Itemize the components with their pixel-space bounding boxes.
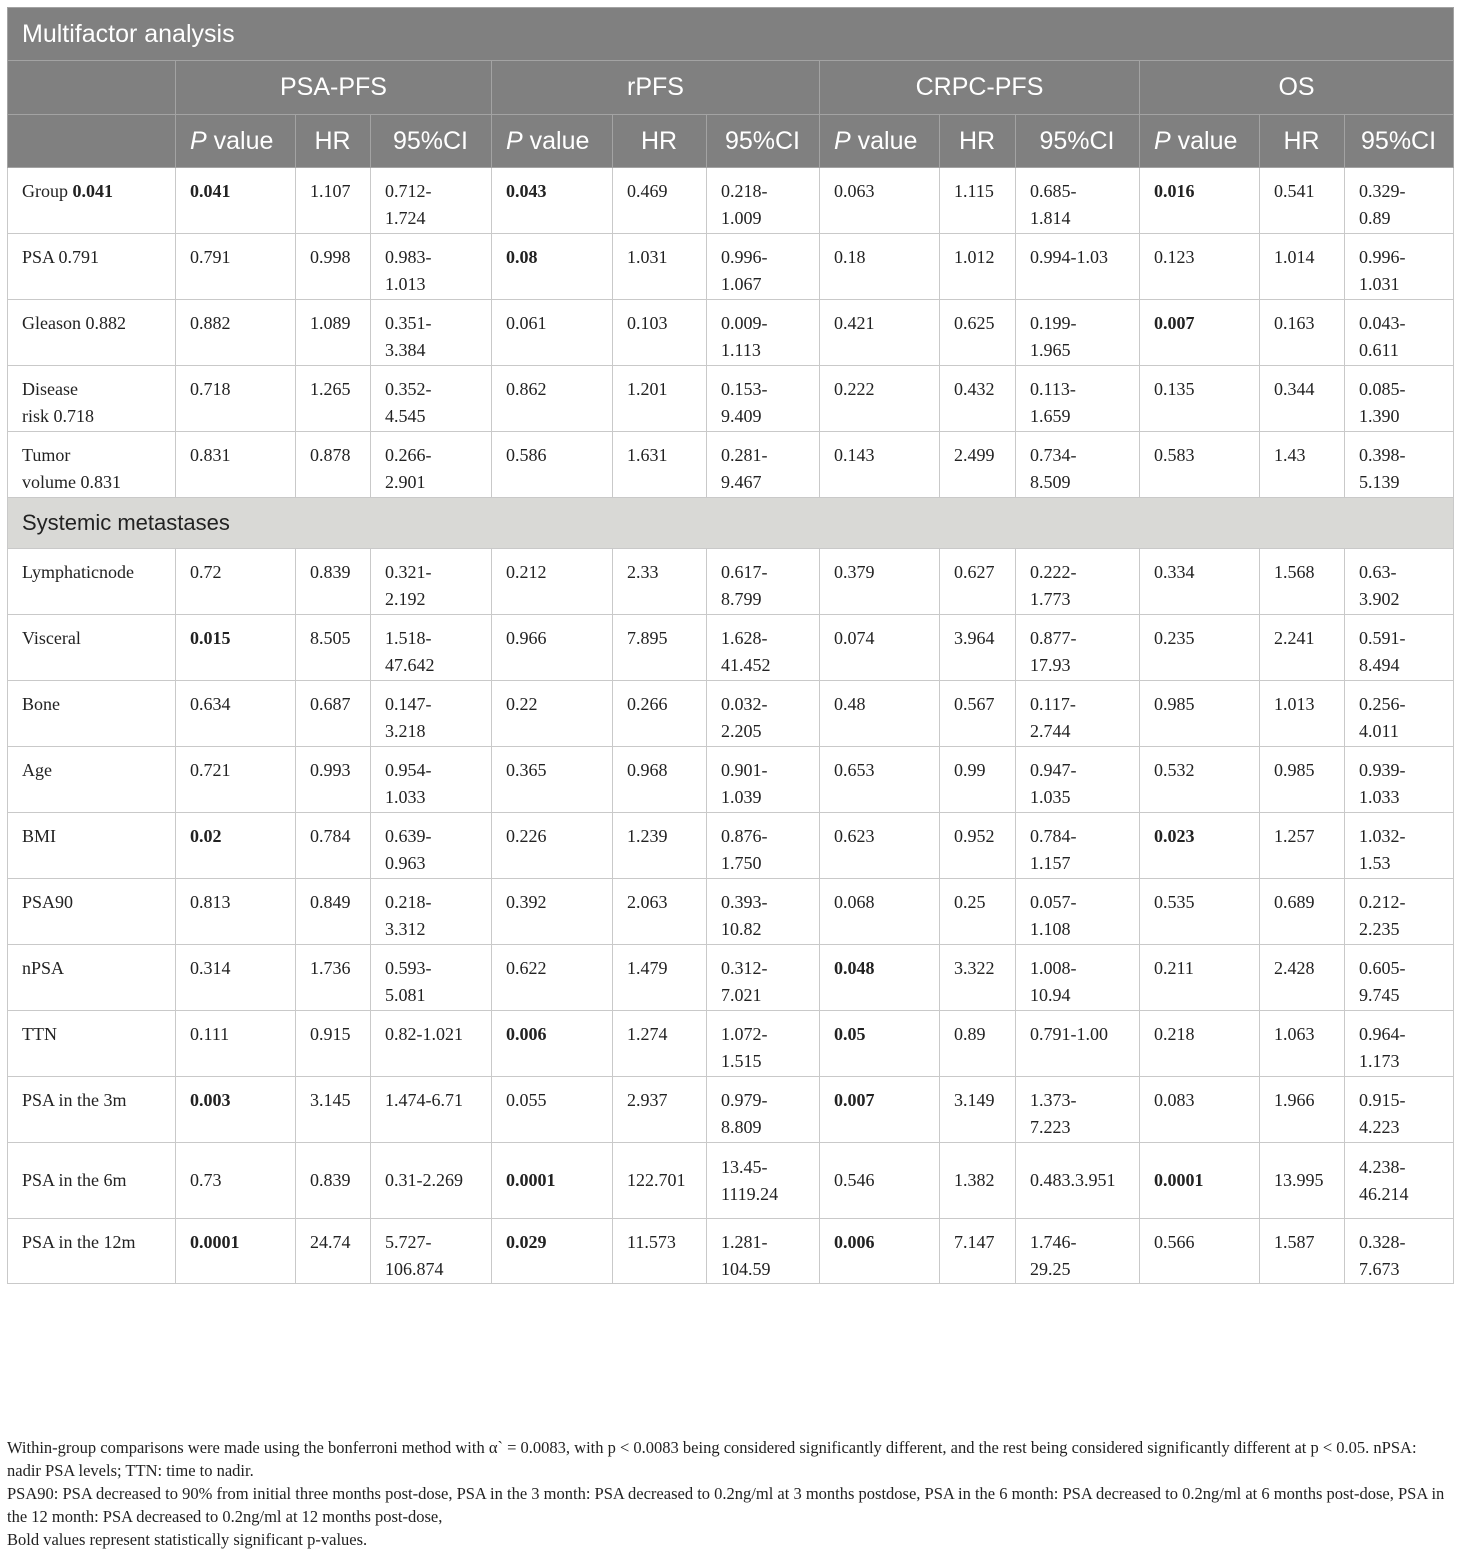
table-cell: 1.518- 47.642 [371,615,492,681]
table-cell: 8.505 [296,615,371,681]
subheader-p-italic: P [834,126,851,155]
table-cell: 0.212 [492,549,613,615]
row-label [8,879,176,945]
table-container [7,7,1453,1284]
table-cell: 0.791-1.00 [1016,1011,1140,1077]
table-cell: 0.113- 1.659 [1016,366,1140,432]
table-row [8,681,1454,747]
group-header-crpc-pfs: CRPC-PFS [820,61,1140,115]
table-cell: 0.015 [176,615,296,681]
table-cell: 0.0001 [176,1219,296,1284]
row-label-text: PSA in the 12m [22,1232,136,1252]
table-cell: 0.591- 8.494 [1345,615,1454,681]
table-cell: 0.18 [820,234,940,300]
subheader-p-italic: P [506,126,523,155]
table-cell: 0.153- 9.409 [707,366,820,432]
table-cell: 1.568 [1260,549,1345,615]
table-cell: 1.072- 1.515 [707,1011,820,1077]
table-cell: 0.083 [1140,1077,1260,1143]
row-label [8,1143,176,1219]
row-label [8,1077,176,1143]
row-label [8,945,176,1011]
subheader-p-value [1140,115,1260,168]
table-cell: 0.421 [820,300,940,366]
table-cell: 3.149 [940,1077,1016,1143]
row-label-text: PSA 0.791 [22,247,100,267]
table-cell: 0.352- 4.545 [371,366,492,432]
row-label-text: Gleason 0.882 [22,313,126,333]
row-label-text: Lymphaticnode [22,562,134,582]
table-cell: 0.566 [1140,1219,1260,1284]
row-label [8,615,176,681]
table-cell: 0.882 [176,300,296,366]
table-cell: 0.074 [820,615,940,681]
table-cell: 0.784- 1.157 [1016,813,1140,879]
footnote-1: Within-group comparisons were made using the bonferroni method with α` = 0.0083, with p < 0.0083 being considered significantly different, and the rest being considered significantly different at p < 0.05. nPSA: nadir PSA levels; TTN: time to nadir. [7,1438,1417,1480]
row-label [8,681,176,747]
table-cell: 0.687 [296,681,371,747]
table-cell: 0.998 [296,234,371,300]
table-cell: 0.593- 5.081 [371,945,492,1011]
row-label [8,234,176,300]
row-label [8,747,176,813]
table-cell: 0.143 [820,432,940,498]
table-cell: 0.365 [492,747,613,813]
row-label-text: Tumor volume 0.831 [22,445,121,492]
table-cell: 0.432 [940,366,1016,432]
table-cell: 0.321- 2.192 [371,549,492,615]
table-cell: 0.89 [940,1011,1016,1077]
table-cell: 0.147- 3.218 [371,681,492,747]
table-cell: 0.199- 1.965 [1016,300,1140,366]
table-cell: 11.573 [613,1219,707,1284]
table-cell: 2.063 [613,879,707,945]
table-cell: 0.135 [1140,366,1260,432]
row-label-text: nPSA [22,958,65,978]
subheader-95ci: 95%CI [707,115,820,168]
table-cell: 0.623 [820,813,940,879]
table-cell: 0.901- 1.039 [707,747,820,813]
table-cell: 0.055 [492,1077,613,1143]
table-cell: 0.043- 0.611 [1345,300,1454,366]
row-label [8,1219,176,1284]
table-row [8,1143,1454,1219]
table-cell: 2.499 [940,432,1016,498]
row-label-text: PSA90 [22,892,74,912]
table-cell: 0.344 [1260,366,1345,432]
subheader-blank [8,115,176,168]
table-cell: 0.212- 2.235 [1345,879,1454,945]
table-footnotes [7,1436,1453,1551]
table-cell: 0.111 [176,1011,296,1077]
table-row [8,813,1454,879]
table-cell: 1.479 [613,945,707,1011]
subheader-95ci: 95%CI [1345,115,1454,168]
footnote-2: PSA90: PSA decreased to 90% from initial three months post-dose, PSA in the 3 month: PSA decreased to 0.2ng/ml at 3 months postdose, PSA in the 6 month: PSA decreased to 0.2ng/ml at 6 months post-dose, PSA in the 12 month: PSA decreased to 0.2ng/ml at 12 months post-dose, [7,1484,1445,1526]
table-cell: 0.964- 1.173 [1345,1011,1454,1077]
table-cell: 1.008- 10.94 [1016,945,1140,1011]
row-label-text: Bone [22,694,60,714]
multifactor-table [7,7,1454,1284]
table-cell: 0.546 [820,1143,940,1219]
table-cell: 0.006 [492,1011,613,1077]
table-cell: 4.238- 46.214 [1345,1143,1454,1219]
table-cell: 5.727- 106.874 [371,1219,492,1284]
table-cell: 0.334 [1140,549,1260,615]
table-cell: 0.685- 1.814 [1016,168,1140,234]
table-cell: 0.314 [176,945,296,1011]
table-cell: 0.952 [940,813,1016,879]
table-cell: 1.115 [940,168,1016,234]
table-cell: 0.99 [940,747,1016,813]
table-cell: 0.915- 4.223 [1345,1077,1454,1143]
subheader-95ci: 95%CI [1016,115,1140,168]
table-cell: 0.586 [492,432,613,498]
table-row [8,432,1454,498]
table-row [8,879,1454,945]
subheader-p-italic: P [1154,126,1171,155]
table-cell: 0.532 [1140,747,1260,813]
table-cell: 0.117- 2.744 [1016,681,1140,747]
table-cell: 0.939- 1.033 [1345,747,1454,813]
table-cell: 1.107 [296,168,371,234]
table-cell: 0.222 [820,366,940,432]
table-cell: 0.878 [296,432,371,498]
table-cell: 0.007 [1140,300,1260,366]
table-cell: 0.622 [492,945,613,1011]
row-label-text: Visceral [22,628,81,648]
subheader-p-rest: value [850,126,918,155]
row-label [8,813,176,879]
subheader-hr: HR [296,115,371,168]
table-cell: 0.08 [492,234,613,300]
table-cell: 1.746- 29.25 [1016,1219,1140,1284]
table-cell: 1.014 [1260,234,1345,300]
table-cell: 0.007 [820,1077,940,1143]
table-cell: 0.634 [176,681,296,747]
table-cell: 0.266 [613,681,707,747]
header-blank [8,61,176,115]
row-label-text: PSA in the 6m [22,1170,127,1190]
table-cell: 1.474-6.71 [371,1077,492,1143]
table-cell: 0.617- 8.799 [707,549,820,615]
table-row [8,168,1454,234]
table-cell: 0.985 [1140,681,1260,747]
table-cell: 0.72 [176,549,296,615]
footnote-3: Bold values represent statistically significant p-values. [7,1530,368,1549]
table-cell: 13.45- 1119.24 [707,1143,820,1219]
table-cell: 0.218- 1.009 [707,168,820,234]
table-cell: 1.628- 41.452 [707,615,820,681]
table-cell: 1.265 [296,366,371,432]
table-cell: 1.966 [1260,1077,1345,1143]
table-cell: 0.813 [176,879,296,945]
table-cell: 0.22 [492,681,613,747]
table-cell: 0.625 [940,300,1016,366]
table-cell: 122.701 [613,1143,707,1219]
table-row [8,234,1454,300]
row-label [8,168,176,234]
table-cell: 0.328- 7.673 [1345,1219,1454,1284]
table-cell: 0.398- 5.139 [1345,432,1454,498]
table-row [8,615,1454,681]
table-cell: 24.74 [296,1219,371,1284]
table-cell: 0.02 [176,813,296,879]
table-cell: 0.535 [1140,879,1260,945]
table-cell: 2.428 [1260,945,1345,1011]
table-cell: 0.266- 2.901 [371,432,492,498]
table-cell: 0.392 [492,879,613,945]
table-cell: 0.041 [176,168,296,234]
table-cell: 2.33 [613,549,707,615]
table-row [8,1219,1454,1284]
table-cell: 0.915 [296,1011,371,1077]
table-cell: 0.226 [492,813,613,879]
row-label-text: PSA in the 3m [22,1090,127,1110]
table-cell: 0.839 [296,549,371,615]
table-cell: 1.032- 1.53 [1345,813,1454,879]
table-cell: 1.089 [296,300,371,366]
row-label [8,366,176,432]
subheader-p-value [176,115,296,168]
table-cell: 0.218- 3.312 [371,879,492,945]
subheader-hr: HR [613,115,707,168]
table-cell: 3.964 [940,615,1016,681]
table-cell: 0.718 [176,366,296,432]
table-cell: 1.587 [1260,1219,1345,1284]
row-label-text: TTN [22,1024,57,1044]
row-label-text: Disease risk 0.718 [22,379,94,426]
group-header-psa-pfs: PSA-PFS [176,61,492,115]
table-row [8,1011,1454,1077]
table-cell: 0.541 [1260,168,1345,234]
table-cell: 0.085- 1.390 [1345,366,1454,432]
table-cell: 0.393- 10.82 [707,879,820,945]
table-cell: 0.061 [492,300,613,366]
table-cell: 1.013 [1260,681,1345,747]
table-cell: 0.329- 0.89 [1345,168,1454,234]
table-cell: 0.993 [296,747,371,813]
table-cell: 1.274 [613,1011,707,1077]
table-cell: 0.567 [940,681,1016,747]
table-cell: 1.382 [940,1143,1016,1219]
table-cell: 0.023 [1140,813,1260,879]
table-row [8,1077,1454,1143]
table-cell: 13.995 [1260,1143,1345,1219]
table-cell: 2.937 [613,1077,707,1143]
table-cell: 0.003 [176,1077,296,1143]
table-cell: 0.721 [176,747,296,813]
table-cell: 0.653 [820,747,940,813]
table-cell: 0.469 [613,168,707,234]
row-label-text: Group [22,181,68,201]
subheader-p-rest: value [522,126,590,155]
table-cell: 1.063 [1260,1011,1345,1077]
table-cell: 0.73 [176,1143,296,1219]
table-row [8,366,1454,432]
table-cell: 0.983- 1.013 [371,234,492,300]
table-cell: 0.966 [492,615,613,681]
table-cell: 0.605- 9.745 [1345,945,1454,1011]
table-cell: 0.583 [1140,432,1260,498]
table-cell: 0.123 [1140,234,1260,300]
table-cell: 0.791 [176,234,296,300]
table-cell: 0.712- 1.724 [371,168,492,234]
table-cell: 0.032- 2.205 [707,681,820,747]
table-cell: 0.05 [820,1011,940,1077]
subheader-hr: HR [940,115,1016,168]
table-cell: 0.48 [820,681,940,747]
table-cell: 0.994-1.03 [1016,234,1140,300]
table-cell: 0.103 [613,300,707,366]
table-cell: 3.145 [296,1077,371,1143]
table-cell: 0.0001 [492,1143,613,1219]
table-cell: 0.281- 9.467 [707,432,820,498]
subheader-p-value [820,115,940,168]
table-cell: 1.373- 7.223 [1016,1077,1140,1143]
table-cell: 0.211 [1140,945,1260,1011]
row-label [8,1011,176,1077]
table-cell: 0.483.3.951 [1016,1143,1140,1219]
table-cell: 1.631 [613,432,707,498]
table-cell: 0.627 [940,549,1016,615]
subheader-p-italic: P [190,126,207,155]
table-cell: 0.016 [1140,168,1260,234]
table-cell: 0.256- 4.011 [1345,681,1454,747]
table-cell: 7.147 [940,1219,1016,1284]
table-cell: 0.009- 1.113 [707,300,820,366]
table-cell: 0.734- 8.509 [1016,432,1140,498]
table-cell: 0.947- 1.035 [1016,747,1140,813]
table-cell: 0.849 [296,879,371,945]
table-cell: 1.257 [1260,813,1345,879]
table-cell: 0.006 [820,1219,940,1284]
table-cell: 2.241 [1260,615,1345,681]
table-cell: 1.239 [613,813,707,879]
table-cell: 0.996- 1.067 [707,234,820,300]
table-cell: 1.201 [613,366,707,432]
table-cell: 3.322 [940,945,1016,1011]
table-cell: 0.862 [492,366,613,432]
row-label [8,300,176,366]
subheader-hr: HR [1260,115,1345,168]
table-cell: 0.63- 3.902 [1345,549,1454,615]
subheader-p-rest: value [1170,126,1238,155]
row-label-text: BMI [22,826,57,846]
table-cell: 0.068 [820,879,940,945]
subheader-p-rest: value [206,126,274,155]
table-cell: 0.979- 8.809 [707,1077,820,1143]
table-cell: 0.25 [940,879,1016,945]
table-cell: 0.839 [296,1143,371,1219]
table-cell: 0.831 [176,432,296,498]
table-cell: 0.163 [1260,300,1345,366]
table-cell: 0.235 [1140,615,1260,681]
table-cell: 0.379 [820,549,940,615]
table-cell: 0.043 [492,168,613,234]
table-cell: 0.985 [1260,747,1345,813]
group-header-rpfs: rPFS [492,61,820,115]
group-header-os: OS [1140,61,1454,115]
section-header: Systemic metastases [8,498,1454,549]
table-cell: 0.218 [1140,1011,1260,1077]
table-cell: 1.012 [940,234,1016,300]
table-cell: 0.048 [820,945,940,1011]
table-cell: 0.968 [613,747,707,813]
subheader-95ci: 95%CI [371,115,492,168]
table-cell: 7.895 [613,615,707,681]
table-row [8,747,1454,813]
table-cell: 0.996- 1.031 [1345,234,1454,300]
table-cell: 0.31-2.269 [371,1143,492,1219]
table-cell: 0.029 [492,1219,613,1284]
table-title: Multifactor analysis [8,8,1454,61]
table-cell: 1.43 [1260,432,1345,498]
table-cell: 0.0001 [1140,1143,1260,1219]
table-cell: 1.281- 104.59 [707,1219,820,1284]
table-cell: 0.222- 1.773 [1016,549,1140,615]
table-cell: 0.312- 7.021 [707,945,820,1011]
row-label-text: Age [22,760,52,780]
table-cell: 0.063 [820,168,940,234]
table-row [8,549,1454,615]
table-cell: 0.877- 17.93 [1016,615,1140,681]
table-cell: 0.954- 1.033 [371,747,492,813]
table-cell: 0.82-1.021 [371,1011,492,1077]
table-cell: 0.689 [1260,879,1345,945]
table-cell: 0.351- 3.384 [371,300,492,366]
row-label-sig: 0.041 [72,181,113,201]
subheader-p-value [492,115,613,168]
table-row [8,945,1454,1011]
table-cell: 0.639- 0.963 [371,813,492,879]
table-row [8,300,1454,366]
table-cell: 0.057- 1.108 [1016,879,1140,945]
table-cell: 1.736 [296,945,371,1011]
row-label [8,549,176,615]
table-cell: 1.031 [613,234,707,300]
table-cell: 0.784 [296,813,371,879]
row-label [8,432,176,498]
table-cell: 0.876- 1.750 [707,813,820,879]
